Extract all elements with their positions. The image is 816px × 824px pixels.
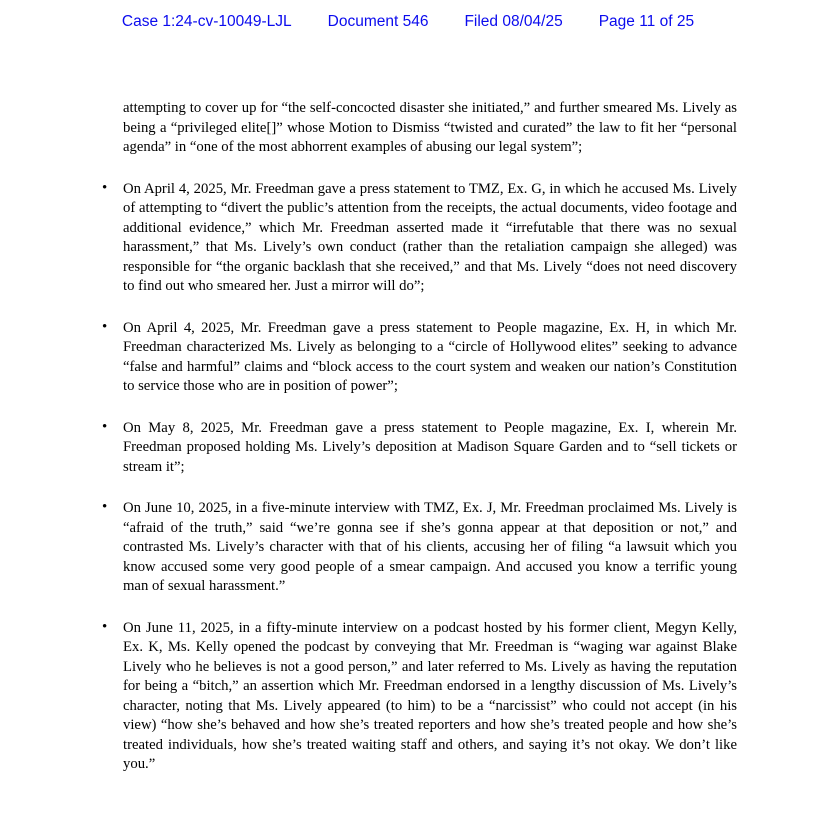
list-item [102,179,737,297]
list-item [102,418,737,478]
page-number: Page 11 of 25 [598,13,695,30]
court-stamp-header [0,13,816,31]
case-number: Case 1:24-cv-10049-LJL [121,13,292,30]
bullet-icon: • [102,499,108,515]
list-item-text: On May 8, 2025, Mr. Freedman gave a press statement to People magazine, Ex. I, wherein Mr. Freedman proposed holding Ms. Lively’s deposition at Madison Square Garden and to “sell tickets or stream it”; [123,419,737,475]
list-item [102,318,737,397]
bullet-icon: • [102,418,108,435]
intro-paragraph: attempting to cover up for “the self-concocted disaster she initiated,” and further smeared Ms. Lively as being a “privileged elite[]” whose Motion to Dismiss “twisted and curated” the law to fit her “personal agenda” in “one of the most abhorrent examples of abusing our legal system”; [123,100,737,155]
document-number: Document 546 [327,13,429,30]
bullet-icon: • [102,179,108,196]
list-item-text: On June 11, 2025, in a fifty-minute interview on a podcast hosted by his former client, Megyn Kelly, Ex. K, Ms. Kelly opened the podcast by conveying that Mr. Freedman is “waging war against Blake Lively who he believes is not a good person,” and later referred to Ms. Lively as having the reputation for being a “bitch,” an assertion which Mr. Freedman endorsed in a lengthy discussion of Ms. Lively’s character, noting that Ms. Lively appeared (to him) to be a “narcissist” who could not accept (in his view) “how she’s behaved and how she’s treated reporters and how she’s treated people and how she’s treated individuals, how she’s treated waiting staff and others, and saying it’s not okay. We don’t like you.” [123,619,737,772]
filed-date: Filed 08/04/25 [464,13,563,30]
document-body [102,99,737,775]
bullet-icon: • [102,318,108,335]
list-item-text: On June 10, 2025, in a five-minute interview with TMZ, Ex. J, Mr. Freedman proclaimed Ms. Lively is “afraid of the truth,” said “we’re gonna see if she’s gonna appear at that deposition or not,” and contrasted Ms. Lively’s character with that of his clients, accusing her of filing “a lawsuit which you know accused some very good people of a smear campaign. And accused you know a terrific young man of sexual harassment.” [123,500,737,594]
bullet-icon: • [102,618,108,635]
list-item [102,618,737,775]
list-item-text: On April 4, 2025, Mr. Freedman gave a press statement to People magazine, Ex. H, in which Mr. Freedman characterized Ms. Lively as belonging to a “circle of Hollywood elites” seeking to advance “false and harmful” claims and “block access to the court system and weaken our nation’s Constitution to service those who are in position of power”; [123,319,737,394]
list-item-text: On April 4, 2025, Mr. Freedman gave a press statement to TMZ, Ex. G, in which he accused Ms. Lively of attempting to “divert the public’s attention from the receipts, the actual documents, video footage and additional evidence,” which Mr. Freedman asserted made it “irrefutable that there was no sexual harassment,” that Ms. Lively’s own conduct (rather than the retaliation campaign she alleged) was responsible for “the organic backlash that she received,” and that Ms. Lively “does not need discovery to find out who smeared her. Just a mirror will do”; [123,180,737,294]
list-item [102,499,737,597]
